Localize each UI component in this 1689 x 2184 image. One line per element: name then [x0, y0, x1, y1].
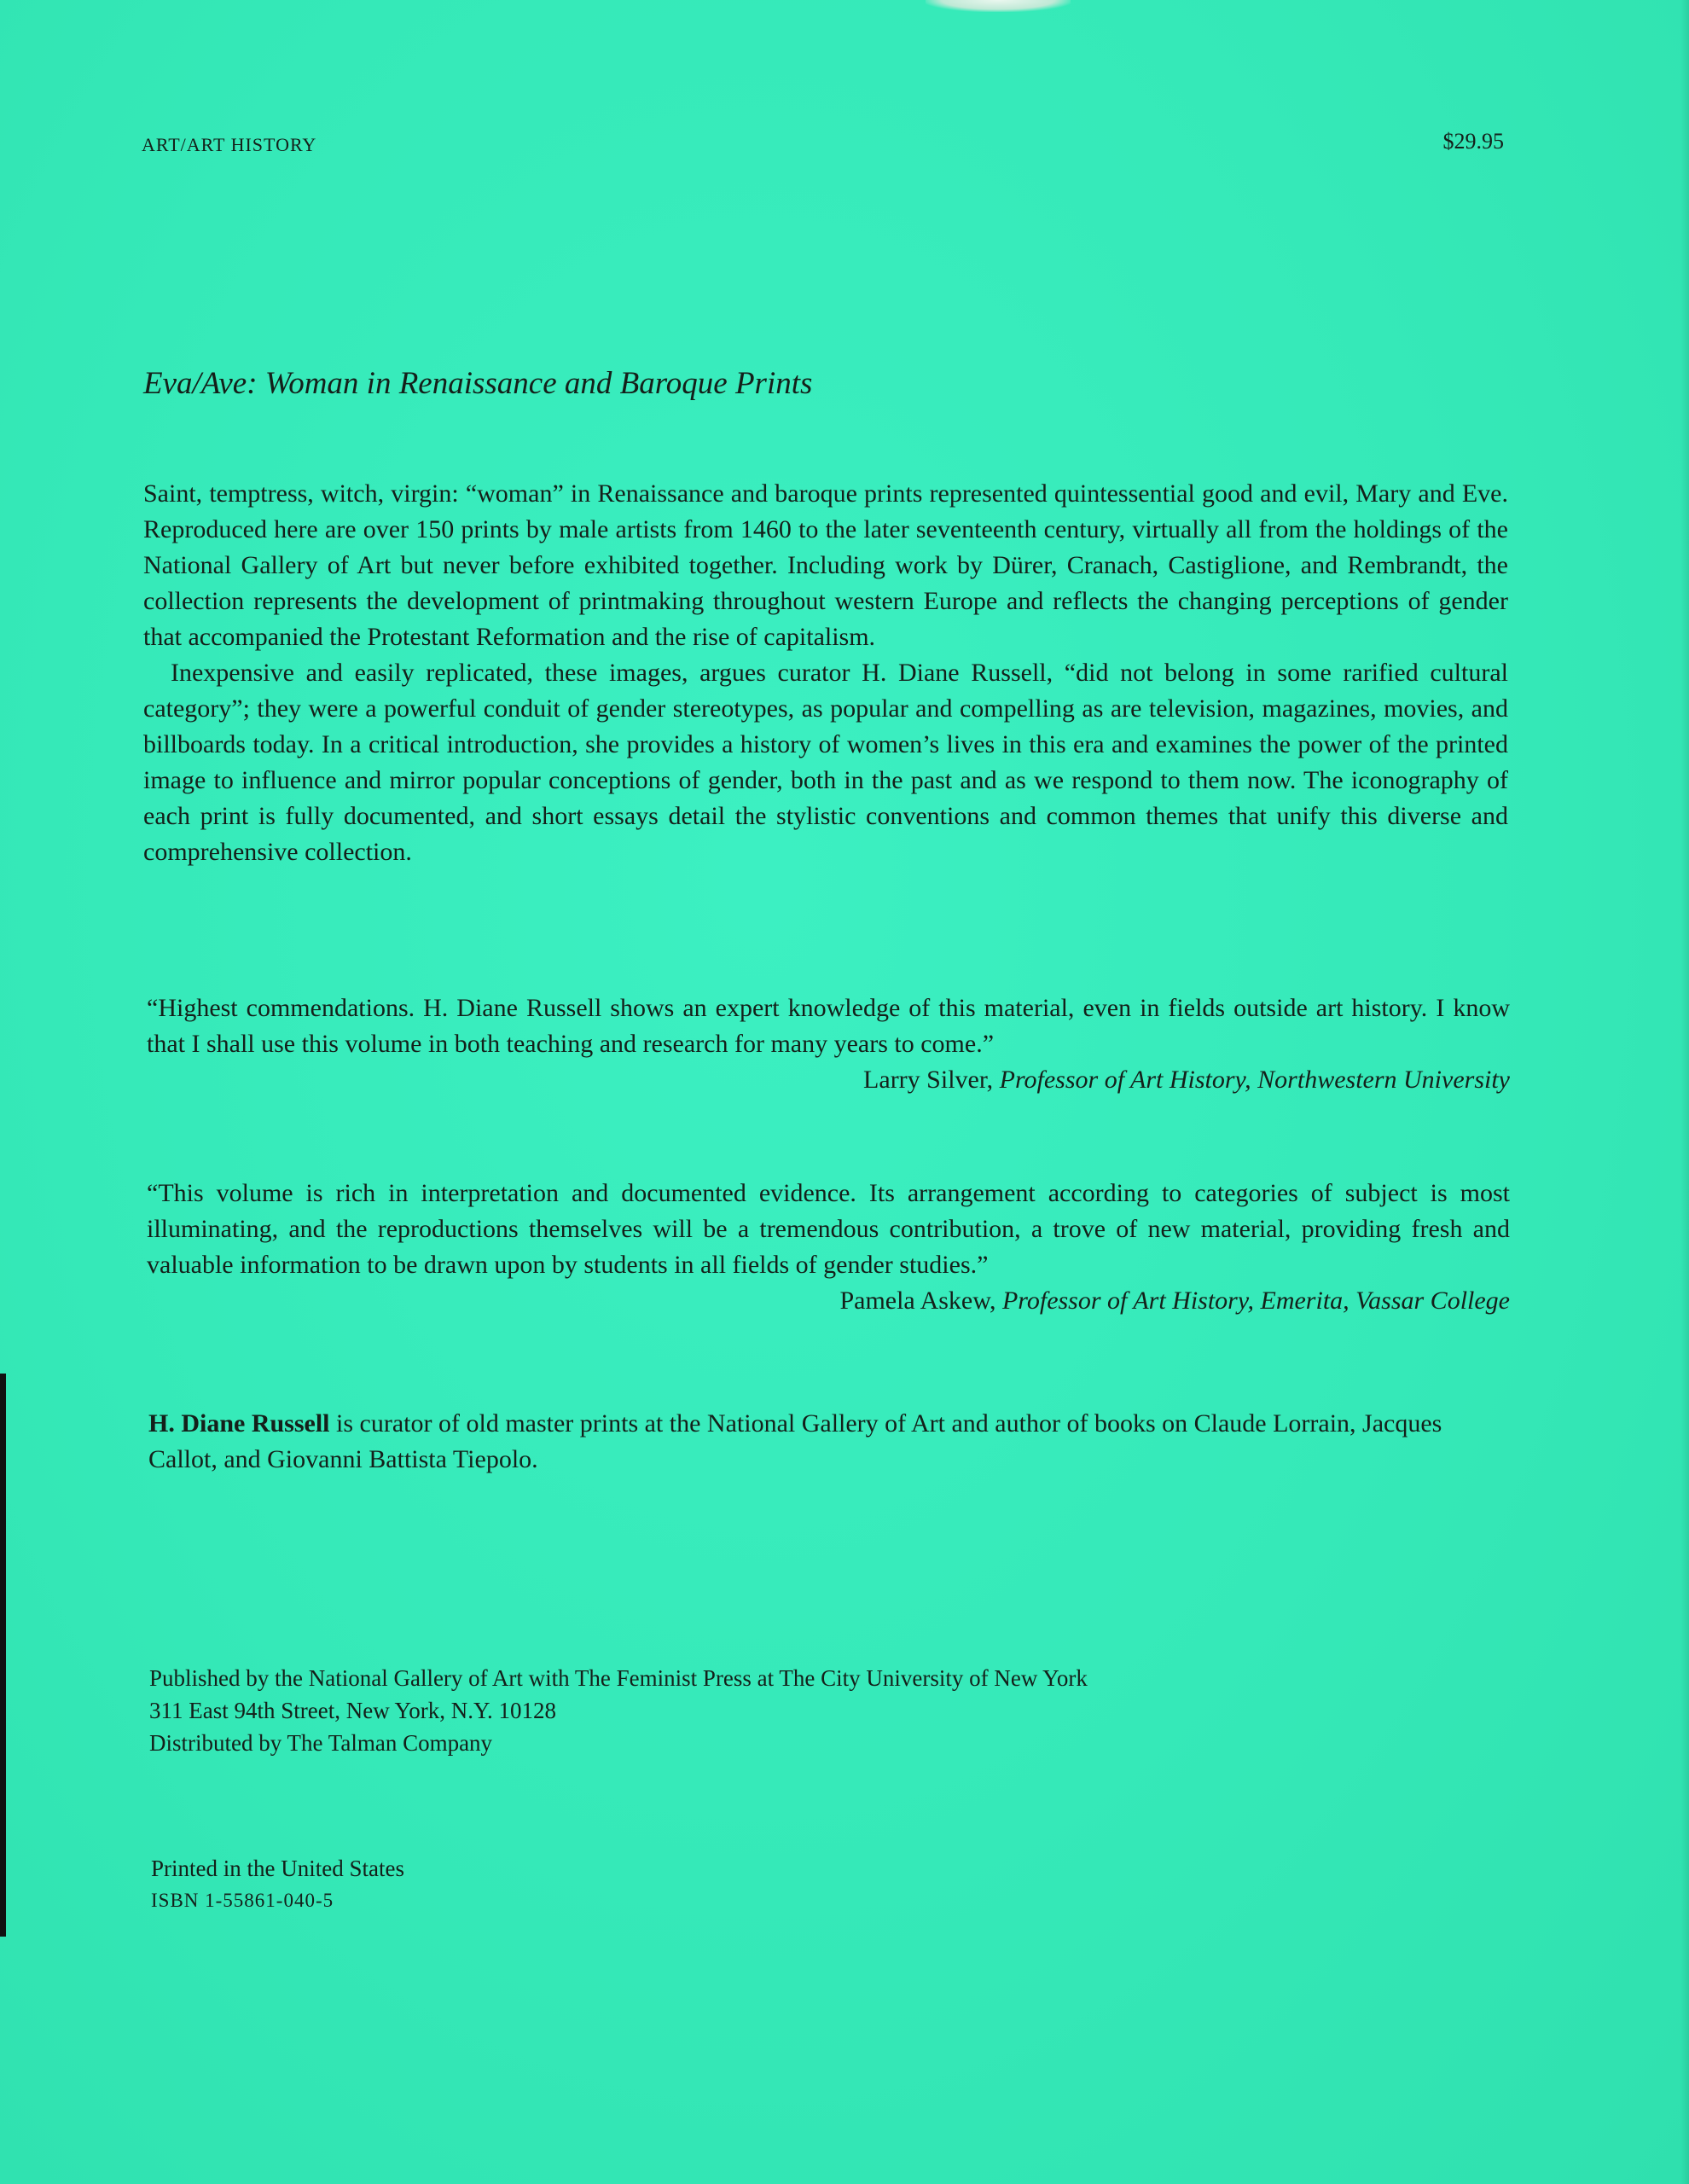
publisher-info	[149, 1662, 1088, 1759]
author-name: H. Diane Russell	[148, 1409, 330, 1438]
author-bio-text: is curator of old master prints at the National Gallery of Art and author of books on Claude Lorrain, Jacques Callot, and Giovanni Battista Tiepolo.	[148, 1409, 1442, 1473]
quote-text: “This volume is rich in interpretation and documented evidence. Its arrangement according to categories of subject is most illuminating, and the reproductions themselves will be a tremendous contribution, a trove of new material, providing fresh and valuable information to be drawn upon by students in all fields of gender studies.”	[147, 1179, 1510, 1279]
quote-affiliation: Professor of Art History, Northwestern University	[999, 1066, 1510, 1094]
review-quote	[147, 990, 1510, 1098]
description-paragraph: Inexpensive and easily replicated, these images, argues curator H. Diane Russell, “did not belong in some rarified cultural category”; they were a powerful conduit of gender stereotypes, as popular and compelling as are television, magazines, movies, and billboards today. In a critical introduction, she provides a history of women’s lives in this era and examines the power of the printed image to influence and mirror popular conceptions of gender, both in the past and as we respond to them now. The iconography of each print is fully documented, and short essays detail the stylistic conventions and common themes that unify this diverse and comprehensive collection.	[143, 659, 1508, 866]
review-quote	[147, 1176, 1510, 1319]
printing-info	[151, 1852, 404, 1917]
publisher-line: Published by the National Gallery of Art with The Feminist Press at The City University of New York	[149, 1665, 1088, 1691]
publisher-address: 311 East 94th Street, New York, N.Y. 10128	[149, 1698, 556, 1723]
printed-in: Printed in the United States	[151, 1856, 404, 1881]
quote-author: Larry Silver,	[863, 1066, 994, 1094]
book-description	[143, 476, 1508, 870]
isbn: ISBN 1-55861-040-5	[151, 1890, 334, 1911]
category-label: ART/ART HISTORY	[142, 134, 317, 155]
book-title: Eva/Ave: Woman in Renaissance and Baroque Prints	[143, 366, 813, 401]
distributor-line: Distributed by The Talman Company	[149, 1730, 493, 1756]
author-bio	[148, 1406, 1513, 1478]
description-paragraph: Saint, temptress, witch, virgin: “woman” in Renaissance and baroque prints represented quintessential good and evil, Mary and Eve. Reproduced here are over 150 prints by male artists from 1460 to the later seventeenth century, virtually all from the holdings of the National Gallery of Art but never before exhibited together. Including work by Dürer, Cranach, Castiglione, and Rembrandt, the collection represents the development of printmaking throughout western Europe and reflects the changing perceptions of gender that accompanied the Protestant Reformation and the rise of capitalism.	[143, 479, 1508, 651]
spine-edge	[0, 1374, 6, 1937]
quote-affiliation: Professor of Art History, Emerita, Vassar College	[1001, 1287, 1510, 1315]
torn-edge	[926, 0, 1071, 12]
quote-attribution	[147, 1283, 1510, 1319]
quote-author: Pamela Askew,	[839, 1287, 996, 1315]
cover-right-edge	[1680, 0, 1689, 2184]
quote-text: “Highest commendations. H. Diane Russell shows an expert knowledge of this material, even in fields outside art history. I know that I shall use this volume in both teaching and research for many years to come.”	[147, 994, 1510, 1058]
price-label: $29.95	[1442, 129, 1504, 154]
quote-attribution	[147, 1062, 1510, 1098]
